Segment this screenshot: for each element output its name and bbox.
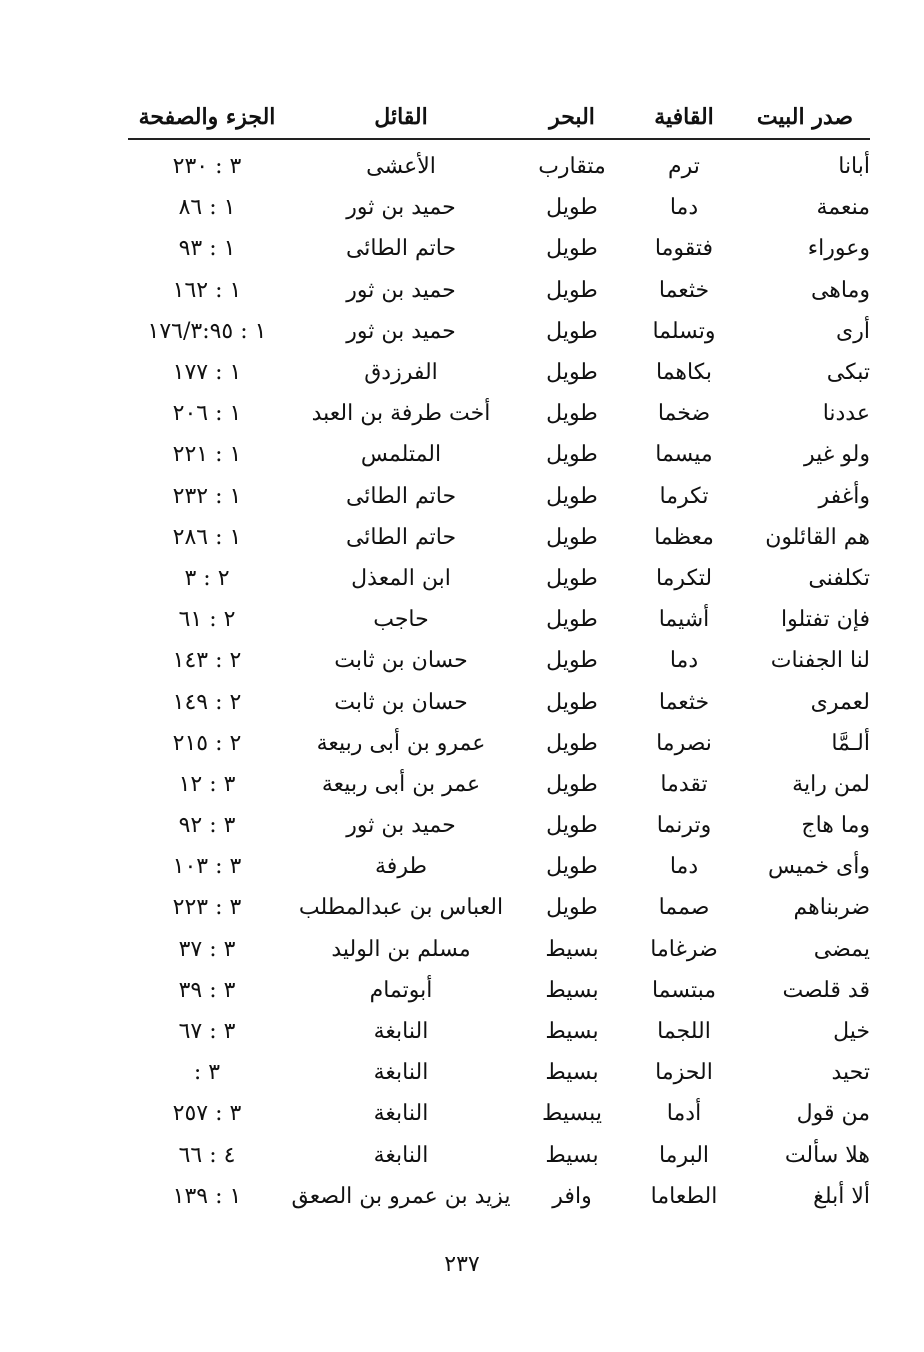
cell-poet: حميد بن ثور: [346, 195, 456, 221]
cell-meter: طويل: [546, 236, 598, 262]
cell-ref: ٣ : ٣٩: [178, 977, 236, 1003]
cell-ref: ٣ : ٣٧: [178, 936, 236, 962]
cell-ref: ٢ : ١٤٩: [172, 689, 242, 715]
cell-ref: ١ : ٨٦: [178, 195, 236, 221]
cell-verse: فإن تفتلوا: [780, 607, 870, 633]
table-header: [128, 96, 870, 139]
table-row: [128, 558, 870, 599]
cell-ref: ٢ : ١٤٣: [172, 648, 242, 674]
cell-poet: النابغة: [373, 1101, 429, 1127]
cell-poet: يزيد بن عمرو بن الصعق: [291, 1183, 511, 1209]
table-row: [128, 1011, 870, 1052]
page-number: ٢٣٧: [444, 1252, 480, 1277]
cell-ref: ١ : ٢٨٦: [172, 524, 242, 550]
cell-verse: قد قلصت: [782, 977, 870, 1003]
table-row: [128, 270, 870, 311]
cell-verse: يمضى: [813, 936, 870, 962]
cell-rhyme: البرما: [658, 1142, 710, 1168]
cell-verse: وأغفر: [818, 483, 870, 509]
cell-poet: حسان بن ثابت: [334, 648, 468, 674]
cell-meter: طويل: [546, 730, 598, 756]
cell-verse: وما هاج: [801, 813, 870, 839]
cell-poet: حميد بن ثور: [346, 277, 456, 303]
cell-rhyme: مبتسما: [651, 977, 717, 1003]
cell-poet: عمر بن أبى ربيعة: [321, 771, 481, 797]
header-rhyme: القافية: [628, 96, 740, 139]
cell-ref: ٣ : ٦٧: [178, 1019, 236, 1045]
table-row: [128, 640, 870, 681]
cell-ref: ١ : ٩٣: [178, 236, 236, 262]
cell-ref: ١ : ١٧٦/٣:٩٥: [147, 318, 267, 344]
cell-verse: تكلفنى: [808, 565, 870, 591]
cell-ref: ٢ : ٢١٥: [172, 730, 242, 756]
cell-ref: ٣ : ٢٥٧: [172, 1101, 242, 1127]
table-row: [128, 764, 870, 805]
cell-ref: ٣ : ١٠٣: [172, 854, 242, 880]
cell-ref: ١ : ٢٠٦: [172, 401, 242, 427]
cell-meter: طويل: [546, 483, 598, 509]
cell-ref: ٤ : ٦٦: [178, 1142, 236, 1168]
cell-rhyme: معظما: [654, 524, 714, 550]
cell-verse: تحيد: [831, 1060, 870, 1086]
cell-meter: طويل: [546, 607, 598, 633]
cell-poet: حميد بن ثور: [346, 813, 456, 839]
cell-rhyme: دما: [669, 195, 699, 221]
cell-ref: ١ : ١٣٩: [172, 1183, 242, 1209]
cell-poet: حاتم الطائى: [345, 483, 457, 509]
cell-verse: ولو غير: [804, 442, 870, 468]
cell-verse: من قول: [796, 1101, 870, 1127]
cell-verse: ألـمَّا: [831, 730, 870, 756]
table-row: [128, 970, 870, 1011]
cell-rhyme: بكاهما: [656, 360, 712, 386]
cell-meter: متقارب: [538, 154, 606, 180]
cell-ref: ١ : ٢٣٢: [172, 483, 242, 509]
cell-ref: ٢ : ٦١: [178, 607, 236, 633]
cell-meter: بسيط: [545, 977, 599, 1003]
cell-verse: عددنا: [822, 401, 870, 427]
cell-verse: ضربناهم: [793, 895, 870, 921]
cell-meter: بسيط: [545, 1142, 599, 1168]
cell-rhyme: خثعما: [658, 689, 710, 715]
cell-verse: منعمة: [816, 195, 870, 221]
cell-verse: لعمرى: [810, 689, 870, 715]
cell-poet: طرفة: [375, 854, 427, 880]
table-row: [128, 1093, 870, 1134]
cell-meter: طويل: [546, 401, 598, 427]
cell-meter: طويل: [546, 854, 598, 880]
cell-meter: يبسيط: [542, 1101, 602, 1127]
table-row: [128, 805, 870, 846]
cell-rhyme: دما: [669, 854, 699, 880]
cell-meter: طويل: [546, 318, 598, 344]
cell-ref: ٣ : ٢٢٣: [172, 895, 242, 921]
cell-rhyme: تقدما: [660, 771, 708, 797]
cell-rhyme: وتسلما: [652, 318, 716, 344]
cell-verse: وماهى: [810, 277, 870, 303]
cell-poet: مسلم بن الوليد: [331, 936, 471, 962]
cell-poet: النابغة: [373, 1019, 429, 1045]
cell-ref: ٣ : ١٢: [178, 771, 236, 797]
cell-poet: عمرو بن أبى ربيعة: [316, 730, 486, 756]
table-row: [128, 476, 870, 517]
cell-rhyme: ترم: [668, 154, 700, 180]
cell-ref: ٣ :: [193, 1060, 221, 1086]
table-row: [128, 228, 870, 269]
table-row: [128, 599, 870, 640]
cell-poet: العباس بن عبدالمطلب: [298, 895, 504, 921]
header-meter: البحر: [516, 96, 628, 139]
cell-meter: طويل: [546, 442, 598, 468]
cell-meter: طويل: [546, 895, 598, 921]
table-row: [128, 393, 870, 434]
cell-ref: ٢ : ٣: [184, 565, 230, 591]
cell-verse: لمن راية: [792, 771, 870, 797]
header-row: [128, 96, 870, 139]
cell-poet: حاتم الطائى: [345, 524, 457, 550]
cell-ref: ١ : ١٦٢: [172, 277, 242, 303]
cell-verse: هم القائلون: [765, 524, 870, 550]
cell-meter: طويل: [546, 771, 598, 797]
cell-rhyme: دما: [669, 648, 699, 674]
cell-poet: النابغة: [373, 1060, 429, 1086]
cell-poet: أبوتمام: [369, 977, 433, 1003]
cell-meter: طويل: [546, 689, 598, 715]
cell-rhyme: ميسما: [655, 442, 713, 468]
header-verse: صدر البيت: [740, 96, 870, 139]
table-row: [128, 723, 870, 764]
cell-verse: هلا سألت: [784, 1142, 870, 1168]
header-ref: الجزء والصفحة: [128, 96, 286, 139]
cell-verse: ألا أبلغ: [813, 1183, 870, 1209]
cell-meter: طويل: [546, 648, 598, 674]
cell-poet: حسان بن ثابت: [334, 689, 468, 715]
cell-meter: طويل: [546, 195, 598, 221]
cell-rhyme: أشيما: [658, 607, 710, 633]
cell-meter: طويل: [546, 524, 598, 550]
cell-meter: طويل: [546, 565, 598, 591]
cell-ref: ٣ : ٩٢: [178, 813, 236, 839]
table-row: [128, 681, 870, 722]
table-body: [128, 139, 870, 1217]
cell-rhyme: الحزما: [655, 1060, 713, 1086]
cell-meter: بسيط: [545, 1019, 599, 1045]
table-row: [128, 887, 870, 928]
cell-rhyme: اللجما: [657, 1019, 711, 1045]
cell-ref: ٣ : ٢٣٠: [172, 154, 242, 180]
cell-verse: تبكى: [826, 360, 870, 386]
cell-meter: بسيط: [545, 936, 599, 962]
cell-verse: أبانا: [838, 154, 870, 180]
cell-rhyme: ضرغاما: [650, 936, 718, 962]
cell-verse: وعوراء: [807, 236, 870, 262]
cell-poet: حاجب: [373, 607, 429, 633]
cell-poet: الفرزدق: [364, 360, 438, 386]
cell-meter: طويل: [546, 813, 598, 839]
table-row: [128, 187, 870, 228]
cell-rhyme: فتقوما: [654, 236, 714, 262]
cell-ref: ١ : ١٧٧: [172, 360, 242, 386]
table-row: [128, 1052, 870, 1093]
table-row: [128, 1176, 870, 1217]
table-row: [128, 929, 870, 970]
cell-poet: المتلمس: [360, 442, 442, 468]
cell-rhyme: وترنما: [656, 813, 712, 839]
cell-poet: حميد بن ثور: [346, 318, 456, 344]
table-row: [128, 517, 870, 558]
cell-rhyme: خثعما: [658, 277, 710, 303]
table-row: [128, 352, 870, 393]
cell-poet: الأعشى: [366, 154, 436, 180]
cell-rhyme: أدما: [666, 1101, 702, 1127]
cell-meter: وافر: [552, 1183, 592, 1209]
cell-poet: ابن المعذل: [351, 565, 451, 591]
header-poet: القائل: [286, 96, 516, 139]
cell-rhyme: الطعاما: [650, 1183, 718, 1209]
cell-poet: النابغة: [373, 1142, 429, 1168]
table-row: [128, 846, 870, 887]
cell-meter: بسيط: [545, 1060, 599, 1086]
cell-rhyme: صمما: [658, 895, 710, 921]
cell-meter: طويل: [546, 360, 598, 386]
cell-rhyme: نصرما: [656, 730, 712, 756]
table-row: [128, 139, 870, 187]
cell-verse: خيل: [833, 1019, 870, 1045]
cell-verse: أرى: [836, 318, 870, 344]
cell-meter: طويل: [546, 277, 598, 303]
cell-rhyme: لتكرما: [655, 565, 713, 591]
cell-rhyme: ضخما: [657, 401, 711, 427]
cell-poet: حاتم الطائى: [345, 236, 457, 262]
cell-rhyme: تكرما: [659, 483, 709, 509]
table-row: [128, 1135, 870, 1176]
cell-verse: لنا الجفنات: [770, 648, 870, 674]
table-row: [128, 311, 870, 352]
cell-verse: وأى خميس: [768, 854, 870, 880]
cell-poet: أخت طرفة بن العبد: [311, 401, 491, 427]
table-row: [128, 434, 870, 475]
cell-ref: ١ : ٢٢١: [172, 442, 242, 468]
verse-index-table: [128, 96, 870, 1217]
